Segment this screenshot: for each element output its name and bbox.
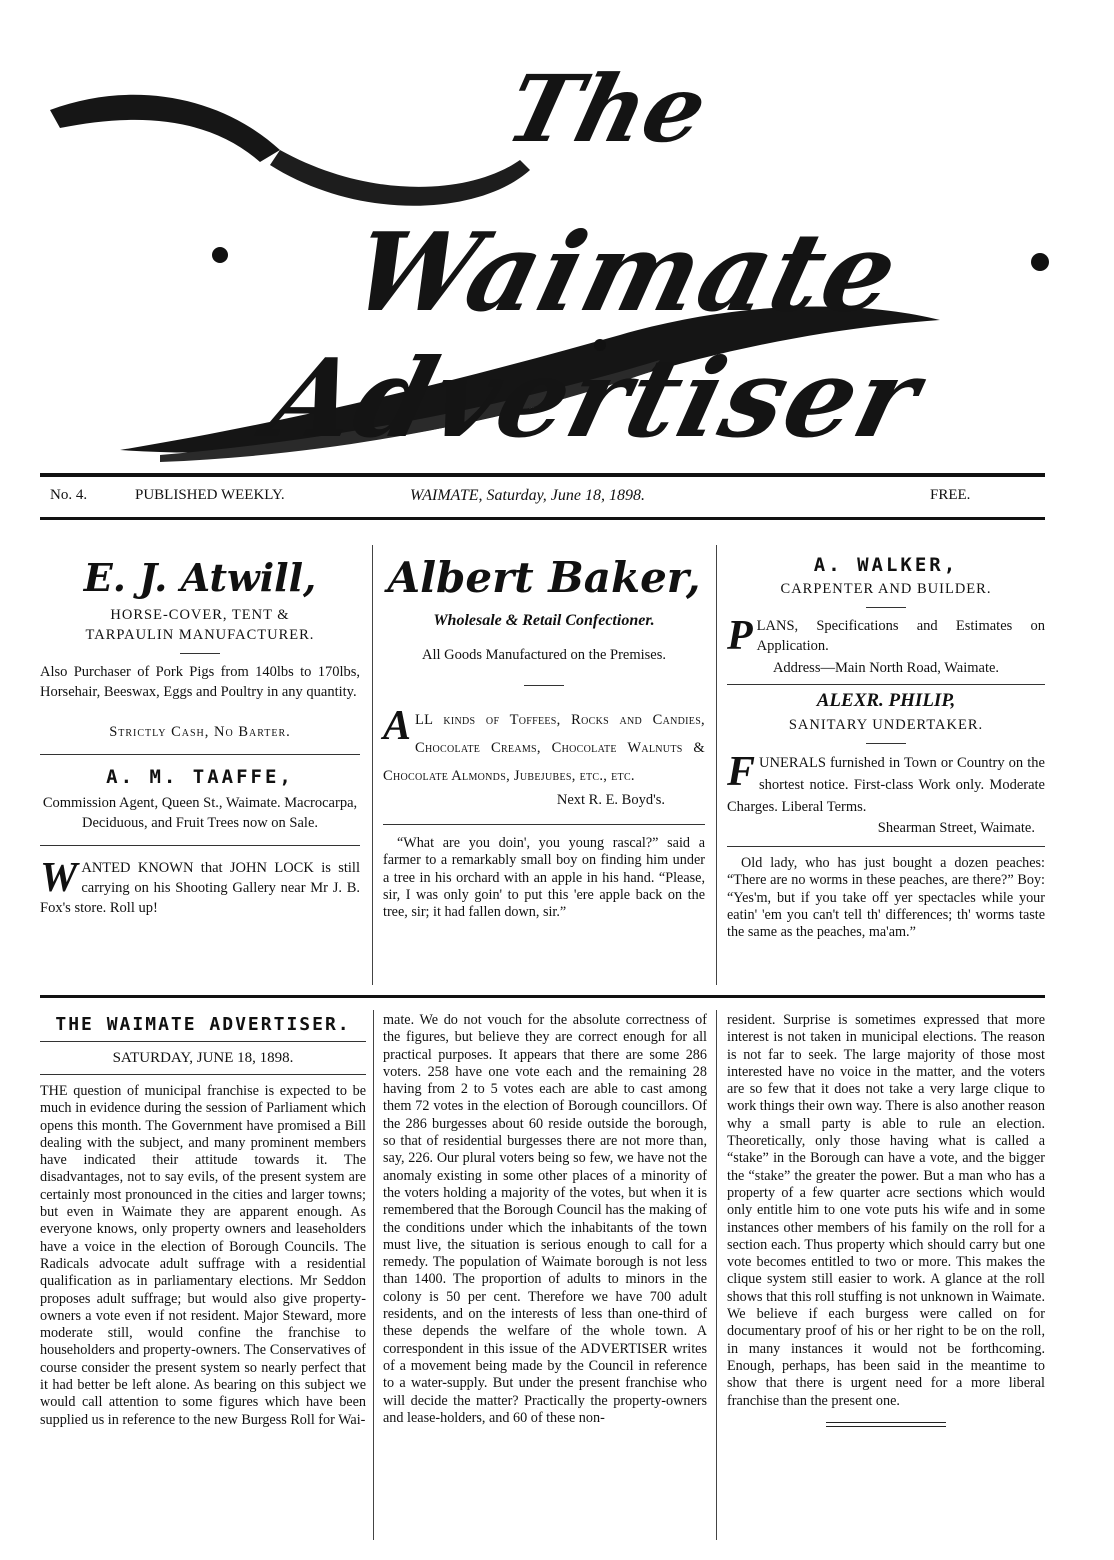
baker-address: Next R. E. Boyd's. <box>556 792 665 808</box>
editorial-masthead: THE WAIMATE ADVERTISER. <box>55 1014 351 1035</box>
editorial-column-2 <box>383 1012 707 1427</box>
ad-taaffe <box>40 767 360 833</box>
ad-wanted <box>40 855 360 918</box>
column-rule <box>716 1010 717 1540</box>
end-rule <box>826 1422 946 1427</box>
atwill-text: Also Purchaser of Pork Pigs from 140lbs to 170lbs, Horsehair, Beeswax, Eggs and Poultry in any quantity. <box>40 664 360 700</box>
editorial-text-2: mate. We do not vouch for the absolute correctness of the figures, but believe they are correct enough for all practical purposes. It appears that there are some 286 voters. 258 have one vote each and the remaining 28 having from 2 to 5 votes each are able to cast among them 72 votes in the election of Borough councillors. Of the 286 burgesses about 60 reside outside the borough, so that of residential burgesses there are not more than, say, 226. Our plural voters being so few, we have not the anomaly existing in some other places of a minority of the voters holding a majority of the votes, but when it is remembered that the Borough Council has the making of the conditions under which the inhabitants of the town must live, the situation is serious enough to call for a remedy. The population of Waimate borough is not less than 1400. The proportion of adults to minors in the colony is 50 per cent. Therefore we have 700 adult residents, and on the interests of less than one-third of these depends the welfare of the whole town. A correspondent in this issue of the ADVERTISER writes of a movement being made by the Council in reference to a water-supply. But under the present franchise who will decide the matter? Practically the property-owners and lease-holders, and 60 of these non- <box>383 1012 707 1426</box>
ad-column-middle <box>383 555 705 921</box>
editorial-rule <box>40 1074 366 1075</box>
walker-trade: CARPENTER AND BUILDER. <box>780 581 992 597</box>
taaffe-text: Commission Agent, Queen St., Waimate. Macrocarpa, Deciduous, and Fruit Trees now on Sale. <box>42 795 358 831</box>
philip-text: UNERALS furnished in Town or Country on the shortest notice. First-class Work only. Moderate Charges. Liberal Terms. <box>727 755 1045 815</box>
atwill-trade: HORSE-COVER, TENT & TARPAULIN MANUFACTURER. <box>85 607 315 643</box>
atwill-terms: Strictly Cash, No Barter. <box>109 724 291 740</box>
column-rule <box>373 1010 374 1540</box>
ad-divider <box>727 846 1045 847</box>
masthead <box>40 0 1080 470</box>
baker-divider <box>524 685 564 686</box>
philip-name: ALEXR. PHILIP, <box>816 690 956 711</box>
wanted-drop-cap: W <box>40 855 78 901</box>
ad-divider <box>40 845 360 846</box>
walker-address: Address—Main North Road, Waimate. <box>772 660 1000 676</box>
editorial-date: SATURDAY, JUNE 18, 1898. <box>112 1050 294 1066</box>
ad-walker <box>727 555 1045 678</box>
baker-text: All Goods Manufactured on the Premises. <box>421 647 667 663</box>
column-rule <box>716 545 717 985</box>
walker-drop-cap: P <box>727 613 753 659</box>
masthead-rule <box>40 473 1045 477</box>
baker-list: LL kinds of Toffees, Rocks and Candies, Chocolate Creams, Chocolate Walnuts & Chocolate Almonds, Jubejubes, etc., etc. <box>383 712 705 784</box>
ad-column-right <box>727 555 1045 941</box>
ad-divider <box>40 754 360 755</box>
editorial-rule <box>40 1041 366 1042</box>
philip-drop-cap: F <box>727 749 756 795</box>
info-bar-rule <box>40 517 1045 520</box>
atwill-name: E. J. Atwill, <box>83 555 317 600</box>
anecdote-peaches: Old lady, who has just bought a dozen peaches: “There are no worms in these peaches, are there?” Boy: “Yes'm, but if you take off yer spectacles while your eatin' 'em you can't tell th' differences; th' worms taste the same as the peaches, ma'am.” <box>727 855 1045 941</box>
ad-divider <box>383 824 705 825</box>
publication-frequency: PUBLISHED WEEKLY. <box>135 487 285 503</box>
column-rule <box>372 545 373 985</box>
section-rule <box>40 995 1045 998</box>
wanted-text: ANTED KNOWN that JOHN LOCK is still carrying on his Shooting Gallery near Mr J. B. Fox's store. Roll up! <box>40 860 360 916</box>
dateline: WAIMATE, Saturday, June 18, 1898. <box>410 487 645 504</box>
walker-text: LANS, Specifications and Estimates on Application. <box>756 618 1045 654</box>
philip-divider <box>866 743 906 744</box>
ad-divider <box>727 684 1045 685</box>
info-bar <box>40 487 1045 511</box>
editorial-column-1 <box>40 1015 366 1429</box>
ad-atwill <box>40 555 360 742</box>
baker-trade: Wholesale & Retail Confectioner. <box>433 612 655 629</box>
anecdote-rascal: “What are you doin', you young rascal?” said a farmer to a remarkably small boy on finding him under a tree in his orchard with an apple in his hand. “Please, sir, I was only goin' to put this 'ere apple back on the tree, sir; it had fallen down, sir.” <box>383 835 705 921</box>
editorial-column-3 <box>727 1012 1045 1427</box>
ad-column-left <box>40 555 360 918</box>
price: FREE. <box>930 487 971 503</box>
baker-drop-cap: A <box>383 703 412 749</box>
issue-number: No. 4. <box>50 487 88 503</box>
baker-name: Albert Baker, <box>387 553 701 602</box>
ad-baker <box>383 555 705 810</box>
editorial-text-3: resident. Surprise is sometimes expressed that more interest is not taken in municipal elections. The reason is not far to seek. The large majority of those most interested have no voice in the matter, and the voters are so few that it does not take a very large clique to work things their own way. There is also another reason why a small party is able to rule an election. Theoretically, only those having what is called a “stake” in the Borough can have a vote, and the bigger the “stake” the greater the power. But a man who has a property of a few quarter acre sections which would only entitle him to one vote puts his wife and in some instances other members of his family on the roll for a section each. Thus property which should carry but one vote becomes entitled to two or more. This makes the clique system still easier to work. A glance at the roll shows that this roll stuffing is not unknown in Waimate. We believe if each burgess were called on for documentary proof of his or her right to be on the roll, in many instances it would not be forthcoming. Enough, perhaps, has been said in the meantime to show that there is urgent need for a more liberal franchise than the present one. <box>727 1012 1045 1409</box>
masthead-title: Waimate Advertiser <box>256 210 933 462</box>
ad-philip <box>727 691 1045 838</box>
walker-divider <box>866 607 906 608</box>
masthead-the: The <box>496 55 718 163</box>
walker-name: A. WALKER, <box>813 554 959 576</box>
philip-address: Shearman Street, Waimate. <box>877 820 1035 836</box>
editorial-text-1: THE question of municipal franchise is expected to be much in evidence during the session of Parliament which opens this month. The Government have promised a Bill dealing with the subject, and many prominent members have indicated their attitude towards it. The disadvantages, not to say evils, of the present system are certainly most pronounced in the cities and larger towns; but even in Waimate they are apparent enough. As everyone knows, only property owners and leaseholders have a voice in the election of Borough Councils. The Radicals advocate adult suffrage with a residential qualification as in parliamentary elections. Mr Seddon proposes adult suffrage; but would also give property-owners a vote even if not resident. Major Steward, more moderate still, would confine the franchise to householders and property-owners. The Conservatives of course consider the present system so nearly perfect that it had better be left alone. As bearing on this subject we would call attention to some figures which have been supplied us in reference to the new Burgess Roll for Wai- <box>40 1083 366 1428</box>
philip-trade: SANITARY UNDERTAKER. <box>788 717 984 733</box>
atwill-divider <box>180 653 220 654</box>
taaffe-name: A. M. TAAFFE, <box>106 766 294 788</box>
